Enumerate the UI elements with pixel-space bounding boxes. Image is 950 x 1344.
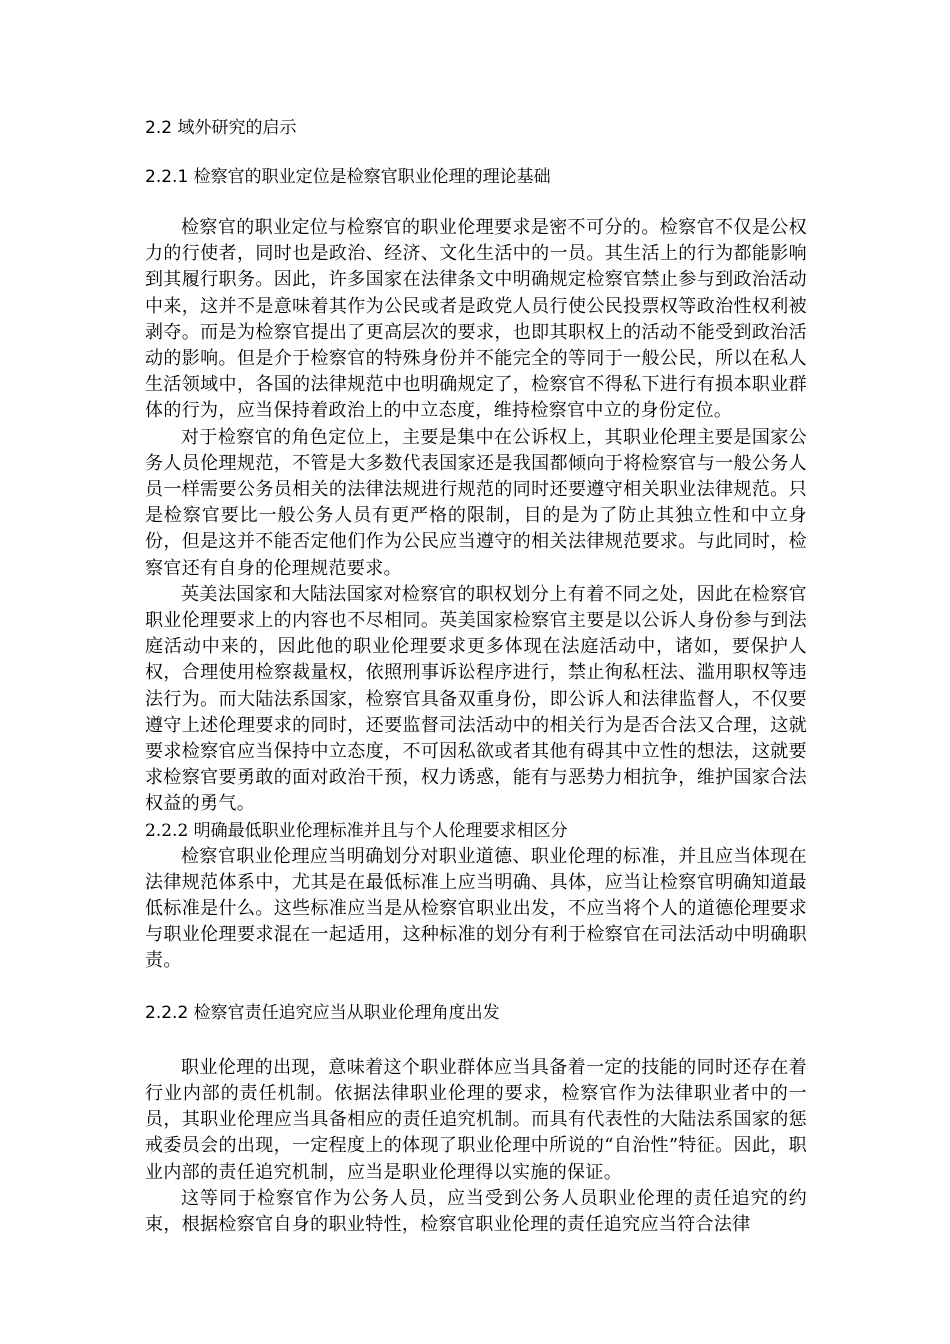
document-body xyxy=(145,115,807,1238)
section-title-2-2-1: 2.2.1 检察官的职业定位是检察官职业伦理的理论基础 xyxy=(145,167,551,187)
paragraph: 对于检察官的角色定位上，主要是集中在公诉权上，其职业伦理主要是国家公务人员伦理规范，不管是大多数代表国家还是我国都倾向于将检察官与一般公务人员一样需要公务员相关的法律法规进行规范的同时还要遵守相关职业法律规范。只是检察官要比一般公务人员有更严格的限制，目的是为了防止其独立性和中立身份，但是这并不能否定他们作为公民应当遵守的相关法律规范要求。与此同时，检察官还有自身的伦理规范要求。 xyxy=(145,426,807,579)
section-title-2-2: 2.2 域外研究的启示 xyxy=(145,118,297,138)
paragraph: 这等同于检察官作为公务人员，应当受到公务人员职业伦理的责任追究的约束，根据检察官自身的职业特性，检察官职业伦理的责任追究应当符合法律 xyxy=(145,1187,807,1235)
paragraph: 职业伦理的出现，意味着这个职业群体应当具备着一定的技能的同时还存在着行业内部的责任机制。依据法律职业伦理的要求，检察官作为法律职业者中的一员，其职业伦理应当具备相应的责任追究机制。而具有代表性的大陆法系国家的惩戒委员会的出现，一定程度上的体现了职业伦理中所说的“自治性”特征。因此，职业内部的责任追究机制，应当是职业伦理得以实施的保证。 xyxy=(145,1056,807,1183)
section-title-2-2-2-second: 2.2.2 检察官责任追究应当从职业伦理角度出发 xyxy=(145,1002,500,1023)
paragraph: 检察官职业伦理应当明确划分对职业道德、职业伦理的标准，并且应当体现在法律规范体系中，尤其是在最低标准上应当明确、具体，应当让检察官明确知道最低标准是什么。这些标准应当是从检察官职业出发，不应当将个人的道德伦理要求与职业伦理要求混在一起适用，这种标准的划分有利于检察官在司法活动中明确职责。 xyxy=(145,845,807,972)
section-title-2-2-2-first: 2.2.2 明确最低职业伦理标准并且与个人伦理要求相区分 xyxy=(145,820,568,841)
paragraph: 检察官的职业定位与检察官的职业伦理要求是密不可分的。检察官不仅是公权力的行使者，同时也是政治、经济、文化生活中的一员。其生活上的行为都能影响到其履行职务。因此，许多国家在法律条文中明确规定检察官禁止参与到政治活动中来，这并不是意味着其作为公民或者是政党人员行使公民投票权等政治性权利被剥夺。而是为检察官提出了更高层次的要求，也即其职权上的活动不能受到政治活动的影响。但是介于检察官的特殊身份并不能完全的等同于一般公民，所以在私人生活领域中，各国的法律规范中也明确规定了，检察官不得私下进行有损本职业群体的行为，应当保持着政治上的中立态度，维持检察官中立的身份定位。 xyxy=(145,217,807,422)
paragraph: 英美法国家和大陆法国家对检察官的职权划分上有着不同之处，因此在检察官职业伦理要求上的内容也不尽相同。英美国家检察官主要是以公诉人身份参与到法庭活动中来的，因此他的职业伦理要求更多体现在法庭活动中，诸如，要保护人权，合理使用检察裁量权，依照刑事诉讼程序进行，禁止徇私枉法、滥用职权等违法行为。而大陆法系国家，检察官具备双重身份，即公诉人和法律监督人，不仅要遵守上述伦理要求的同时，还要监督司法活动中的相关行为是否合法又合理，这就要求检察官应当保持中立态度，不可因私欲或者其他有碍其中立性的想法，这就要求检察官要勇敢的面对政治干预，权力诱惑，能有与恶势力相抗争，维护国家合法权益的勇气。 xyxy=(145,583,807,815)
